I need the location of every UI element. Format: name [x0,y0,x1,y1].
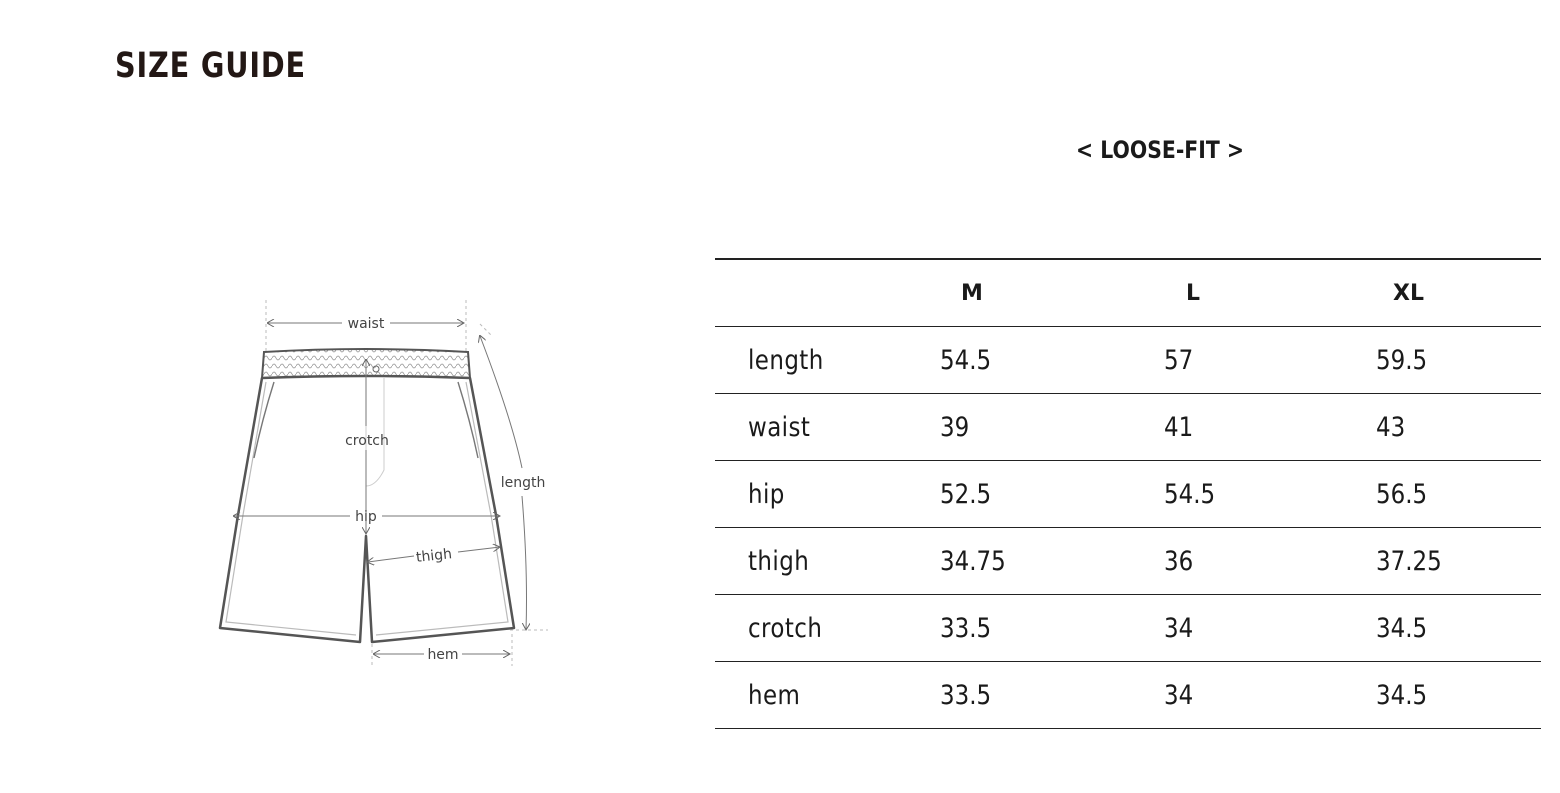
column-header-m: M [907,259,1131,327]
cell-thigh-l: 36 [1164,545,1194,577]
row-label-crotch: crotch [748,612,823,644]
cell-length-m: 54.5 [940,344,992,376]
hip-label: hip [355,509,377,525]
cell-crotch-l: 34 [1164,612,1194,644]
row-label-hem: hem [748,679,801,711]
table-row [715,528,1541,595]
fit-label: < LOOSE-FIT > [1076,136,1244,164]
row-label-length: length [748,344,824,376]
thigh-label: thigh [415,546,453,566]
table-row [715,327,1541,394]
cell-waist-m: 39 [940,411,970,443]
row-label-waist: waist [748,411,811,443]
waist-label: waist [347,316,385,332]
cell-hem-xl: 34.5 [1376,679,1428,711]
cell-waist-xl: 43 [1376,411,1406,443]
table-row [715,394,1541,461]
column-header-l: L [1131,259,1343,327]
shorts-outline [220,349,514,642]
cell-thigh-m: 34.75 [940,545,1006,577]
page-title: SIZE GUIDE [115,46,306,86]
cell-crotch-xl: 34.5 [1376,612,1428,644]
cell-crotch-m: 33.5 [940,612,992,644]
cell-thigh-xl: 37.25 [1376,545,1442,577]
row-label-hip: hip [748,478,785,510]
cell-hip-xl: 56.5 [1376,478,1428,510]
length-label: length [500,475,546,491]
column-header-xl: XL [1343,259,1541,327]
cell-waist-l: 41 [1164,411,1194,443]
table-row [715,595,1541,662]
cell-hem-l: 34 [1164,679,1194,711]
hem-label: hem [427,647,459,663]
table-row [715,461,1541,528]
cell-hip-m: 52.5 [940,478,992,510]
cell-length-xl: 59.5 [1376,344,1428,376]
table-header-row [715,259,1541,327]
table-row [715,662,1541,729]
crotch-label: crotch [345,433,389,449]
size-table [715,258,1541,729]
cell-hip-l: 54.5 [1164,478,1216,510]
cell-hem-m: 33.5 [940,679,992,711]
row-label-thigh: thigh [748,545,810,577]
shorts-measurement-diagram [200,290,570,680]
cell-length-l: 57 [1164,344,1194,376]
column-header-blank [715,259,907,327]
